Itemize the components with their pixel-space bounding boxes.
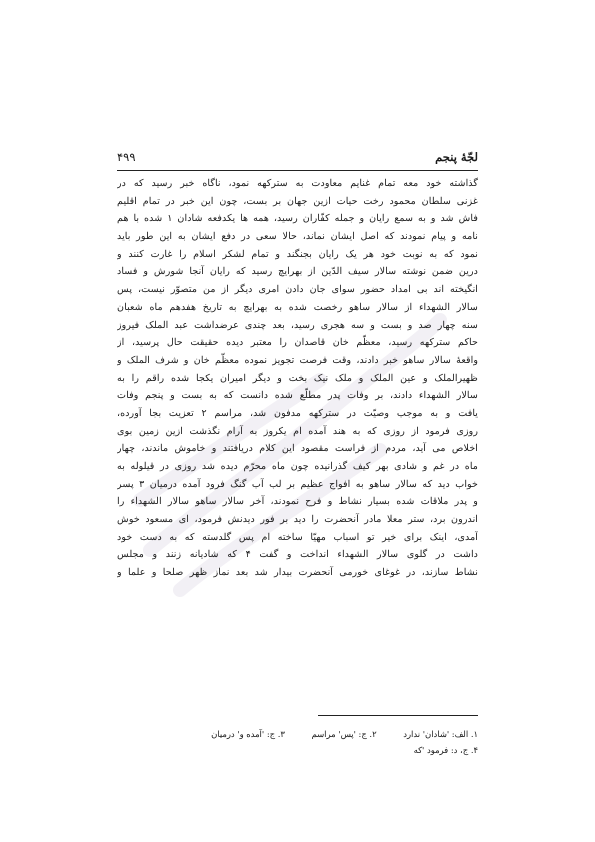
text-line: روزی فرمود از روزی که به هند آمده ام یکروز به آرام نگذشت ازین زمین بوی (117, 425, 478, 437)
footnote-divider (318, 715, 478, 716)
page-number: ۴۹۹ (117, 150, 136, 164)
text-line: آمدی، اینک برای خیر تو اسباب مهیّا ساخته ام پس گلدسته که به دست خود (117, 531, 478, 543)
text-line: ماه در غم و شادی بهر کیف گذرانیده چون ماه محرّم دیده شد روزی در قیلوله به (117, 461, 478, 472)
text-line: ظهیرالملک و عین الملک و ملک نیک بخت و دیگر امیران یکجا شده راقم را به (117, 372, 478, 384)
footnote: ۲. ج: 'پس' مراسم (311, 729, 377, 739)
text-line: غزنی سلطان محمود رخت حیات ازین جهان بر بست، چون این خبر در تمام اقلیم (117, 195, 478, 207)
footnote-line (117, 726, 478, 742)
text-line: نشاط سازند، در غوغای خورمی آنحضرت بیدار شد بعد نماز ظهر صلحا و علما و (117, 567, 478, 579)
text-line: یافت و به موجب وصیّت در سترکهه مدفون شد، مراسم ۲ تعزیت بجا آورده، (117, 407, 478, 419)
text-line: درین ضمن نوشته سالار سیف الدّین از بهرایچ رسید که رایان آنجا شورش و فساد (117, 266, 478, 278)
running-header (117, 150, 478, 168)
text-line: واقعهٔ سالار ساهو خبر دادند، وقت فرصت تجویز نموده معظّم خان و شرف الملک و (117, 354, 478, 366)
chapter-title: لجّهٔ پنجم (435, 150, 478, 164)
footnote-line (117, 742, 478, 758)
text-line: انگیخته اند بی امداد حضور سوای جان دادن امری دیگر از من متصوّر نیست، پس (117, 284, 478, 296)
text-line: اخلاص می آید، مردم از فراست مقصود این کلام دریافتند و خاموش ماندند، چهار (117, 443, 478, 455)
footnote: ۳. ج: 'آمده و' درمیان (211, 729, 285, 739)
text-line: خواب دید که سالار ساهو به افواج عظیم بر لب آب گنگ فرود آمده درمیان ۳ پسر (117, 478, 478, 490)
main-text (117, 175, 478, 582)
text-line: داشت در گلوی سالار الشهداء انداخت و گفت ۴ که شادیانه زنند و مجلس (117, 549, 478, 561)
text-line: نمود که به نوبت خود هر یک رایان بجنگند و تمام لشکر اسلام را غارت کنند و (117, 248, 478, 260)
text-line: و پدر ملاقات شده بسیار نشاط و فرح نمودند، آخر سالار ساهو سالار الشهداء را (117, 496, 478, 508)
text-line: اندرون برد، ستر معلا مادر آنحضرت را دید بر فور دیدنش فرمود، ای مسعود خوش (117, 514, 478, 526)
text-line: نامه و پیام نمودند که اصل ایشان نماند، حالا سعی در دفع ایشان به این طور باید (117, 231, 478, 243)
text-line: فاش شد و به سمع رایان و جمله کفّاران رسید، همه ها یکدفعه شادان ۱ شده با هم (117, 213, 478, 225)
footnote: ۱. الف: 'شادان' ندارد (403, 729, 478, 739)
text-line: سالار الشهداء از سالار ساهو رخصت شده به بهرایچ به تاریخ هفدهم ماه شعبان (117, 301, 478, 313)
footnote: ۴. ج، د: فرمود 'که (413, 745, 478, 755)
footnotes (117, 726, 478, 758)
header-divider (117, 170, 478, 171)
text-line: گذاشته خود معه تمام غنایم معاودت به سترکهه نمود، ناگاه خبر رسید که در (117, 178, 478, 189)
text-line: سنه چهار صد و بست و سه هجری رسید، بعد چندی عرضداشت عبد الملک فیروز (117, 319, 478, 331)
text-line: سالار الشهداء دادند، بر وفات پدر مطلّع شده دانست که به بست و پنجم وفات (117, 390, 478, 402)
text-line: حاکم سترکهه رسید، معظّم خان قاصدان را معتبر دیده حقیقت حال پرسید، از (117, 337, 478, 349)
